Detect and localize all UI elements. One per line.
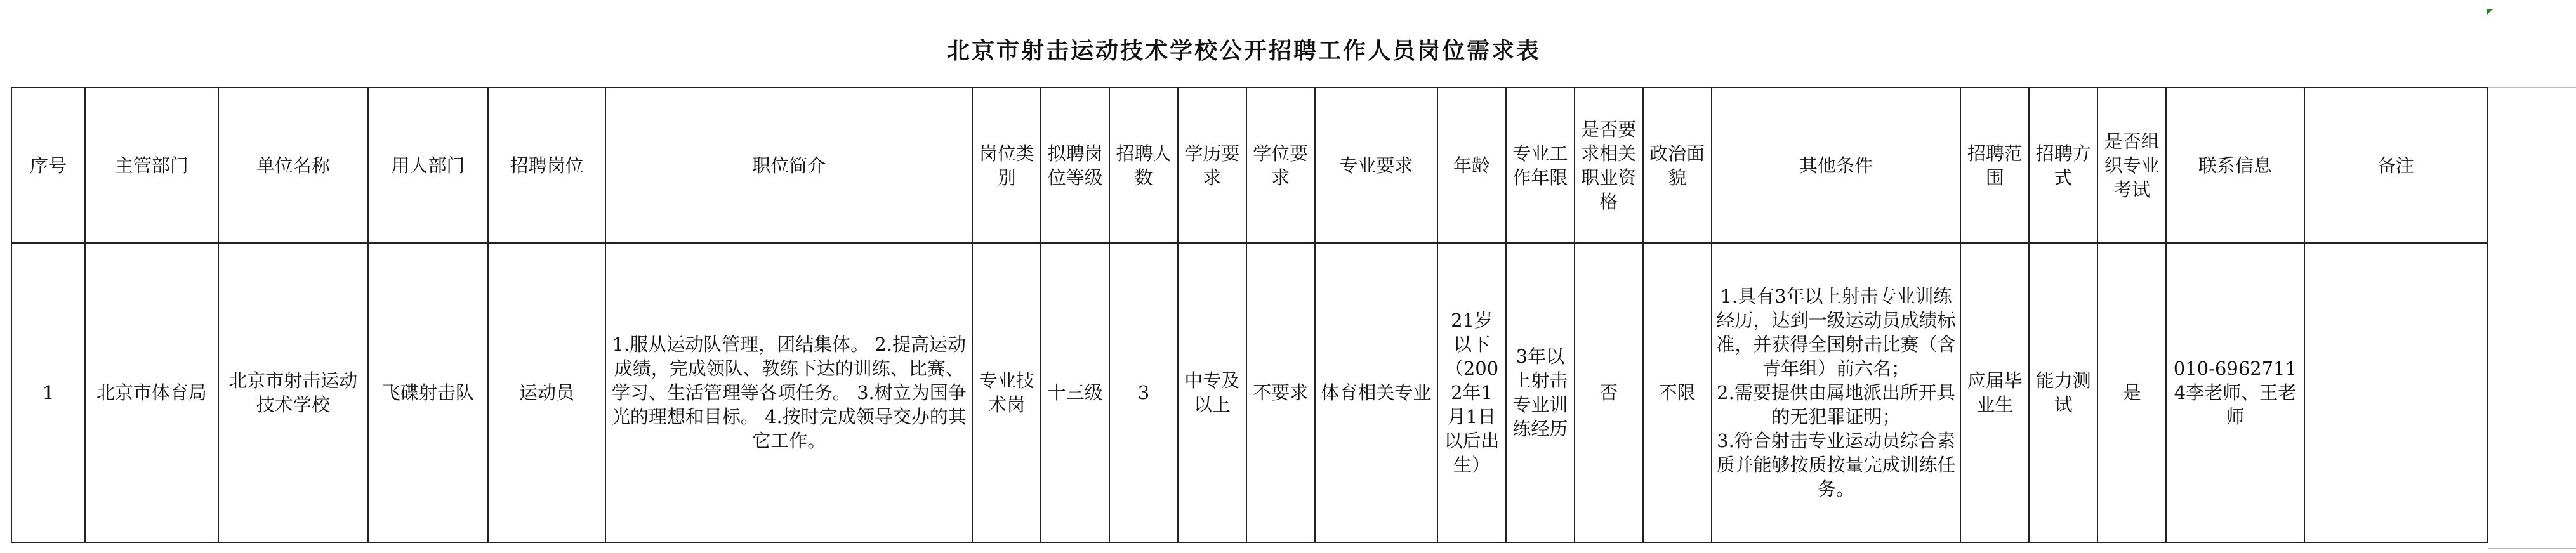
cell-major: 体育相关专业 [1315,243,1437,542]
header-cell: 单位名称 [218,88,368,243]
cell-unit: 北京市射击运动技术学校 [218,243,368,542]
cell-qualification: 否 [1575,243,1643,542]
cell-method: 能力测试 [2029,243,2097,542]
cell-political: 不限 [1643,243,1712,542]
header-cell: 专业要求 [1315,88,1437,243]
header-cell: 其他条件 [1712,88,1961,243]
cell-position: 运动员 [488,243,605,542]
cell-index: 1 [11,243,85,542]
header-cell: 学位要求 [1246,88,1315,243]
cell-degree: 不要求 [1246,243,1315,542]
cell-description: 1.服从运动队管理，团结集体。 2.提高运动成绩，完成领队、教练下达的训练、比赛、学习、生活管理等各项任务。 3.树立为国争光的理想和目标。 4.按时完成领导交办的其它工作。 [605,243,972,542]
table-row [11,243,2487,542]
cell-hiring-dept: 飞碟射击队 [368,243,488,542]
cell-scope: 应届毕业生 [1960,243,2029,542]
table-header-row [11,88,2487,243]
cell-notes [2304,243,2487,542]
header-cell: 招聘方式 [2029,88,2097,243]
page-title: 北京市射击运动技术学校公开招聘工作人员岗位需求表 [946,37,1541,64]
header-cell: 备注 [2304,88,2487,243]
gridline [2488,548,2576,549]
cell-exam: 是 [2097,243,2166,542]
cell-age: 21岁以下（2002年1月1日以后出生） [1437,243,1506,542]
header-cell: 拟聘岗位等级 [1041,88,1109,243]
cell-contact: 010-69627114李老师、王老师 [2166,243,2304,542]
header-cell: 招聘人数 [1109,88,1178,243]
header-cell: 是否组织专业考试 [2097,88,2166,243]
header-cell: 联系信息 [2166,88,2304,243]
gridline [2488,87,2576,88]
cell-department: 北京市体育局 [85,243,218,542]
header-cell: 主管部门 [85,88,218,243]
header-cell: 岗位类别 [972,88,1041,243]
header-cell: 职位简介 [605,88,972,243]
cell-count: 3 [1109,243,1178,542]
cell-grade: 十三级 [1041,243,1109,542]
cell-experience: 3年以上射击专业训练经历 [1506,243,1575,542]
cell-category: 专业技术岗 [972,243,1041,542]
header-cell: 专业工作年限 [1506,88,1575,243]
header-cell: 序号 [11,88,85,243]
job-requirements-table [11,87,2488,543]
header-cell: 政治面貌 [1643,88,1712,243]
header-cell: 是否要求相关职业资格 [1575,88,1643,243]
cell-other-conditions: 1.具有3年以上射击专业训练经历，达到一级运动员成绩标准，并获得全国射击比赛（含青年组）前六名； 2.需要提供由属地派出所开具的无犯罪证明； 3.符合射击专业运动员综合素质并能够按质按量完成训练任务。 [1712,243,1961,542]
header-cell: 年龄 [1437,88,1506,243]
header-cell: 学历要求 [1178,88,1246,243]
comment-marker [2487,9,2493,15]
header-cell: 用人部门 [368,88,488,243]
cell-education: 中专及以上 [1178,243,1246,542]
header-cell: 招聘范围 [1960,88,2029,243]
header-cell: 招聘岗位 [488,88,605,243]
